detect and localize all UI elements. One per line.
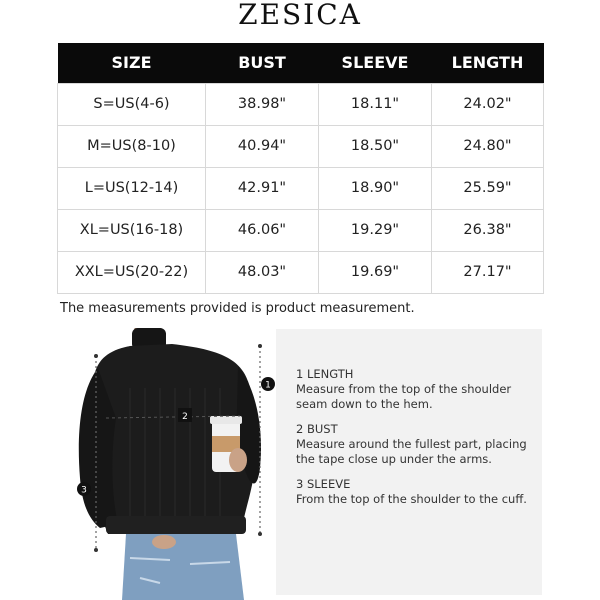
sweater-hem bbox=[106, 516, 246, 534]
cell-size: L=US(12-14) bbox=[58, 167, 206, 209]
cell-size: M=US(8-10) bbox=[58, 125, 206, 167]
header-length: LENGTH bbox=[432, 43, 544, 83]
table-row bbox=[58, 83, 544, 125]
marker-length bbox=[261, 377, 275, 391]
model-left-hand bbox=[152, 535, 176, 549]
size-chart-table bbox=[57, 43, 544, 294]
svg-text:3: 3 bbox=[81, 485, 87, 496]
cell-length: 25.59" bbox=[432, 167, 544, 209]
model-hand bbox=[229, 448, 247, 472]
coffee-cup-lid bbox=[210, 416, 242, 424]
cell-size: S=US(4-6) bbox=[58, 83, 206, 125]
instruction-length bbox=[296, 367, 536, 412]
instruction-title: 1 LENGTH bbox=[296, 367, 354, 381]
marker-sleeve bbox=[77, 482, 91, 496]
cell-sleeve: 19.29" bbox=[319, 209, 432, 251]
measurement-note: The measurements provided is product measurement. bbox=[60, 301, 415, 316]
instruction-desc: Measure around the fullest part, placing the tape close up under the arms. bbox=[296, 437, 527, 466]
header-bust: BUST bbox=[206, 43, 319, 83]
cell-length: 26.38" bbox=[432, 209, 544, 251]
cell-size: XXL=US(20-22) bbox=[58, 251, 206, 293]
instruction-title: 3 SLEEVE bbox=[296, 477, 351, 491]
measurement-instructions-panel bbox=[276, 329, 542, 595]
svg-text:1: 1 bbox=[265, 380, 271, 391]
table-row bbox=[58, 209, 544, 251]
header-size: SIZE bbox=[58, 43, 206, 83]
cell-length: 27.17" bbox=[432, 251, 544, 293]
cell-bust: 38.98" bbox=[206, 83, 319, 125]
cell-sleeve: 18.90" bbox=[319, 167, 432, 209]
table-row bbox=[58, 251, 544, 293]
instruction-bust bbox=[296, 422, 536, 467]
svg-text:2: 2 bbox=[182, 412, 188, 422]
instruction-desc: From the top of the shoulder to the cuff. bbox=[296, 492, 527, 506]
instruction-title: 2 BUST bbox=[296, 422, 338, 436]
cell-sleeve: 18.11" bbox=[319, 83, 432, 125]
instruction-desc: Measure from the top of the shoulder seam down to the hem. bbox=[296, 382, 512, 411]
sweater-model-illustration bbox=[60, 328, 280, 600]
cell-bust: 46.06" bbox=[206, 209, 319, 251]
cell-bust: 42.91" bbox=[206, 167, 319, 209]
model-figure bbox=[60, 328, 280, 600]
cell-length: 24.02" bbox=[432, 83, 544, 125]
table-row bbox=[58, 167, 544, 209]
cell-size: XL=US(16-18) bbox=[58, 209, 206, 251]
table-row bbox=[58, 125, 544, 167]
cell-length: 24.80" bbox=[432, 125, 544, 167]
table-header-row bbox=[58, 43, 544, 83]
brand-logo: ZESICA bbox=[238, 0, 362, 31]
cell-bust: 40.94" bbox=[206, 125, 319, 167]
header-sleeve: SLEEVE bbox=[319, 43, 432, 83]
cell-sleeve: 18.50" bbox=[319, 125, 432, 167]
marker-bust bbox=[178, 408, 192, 422]
instruction-sleeve bbox=[296, 477, 536, 507]
cell-bust: 48.03" bbox=[206, 251, 319, 293]
model-jeans bbox=[122, 534, 244, 600]
cell-sleeve: 19.69" bbox=[319, 251, 432, 293]
